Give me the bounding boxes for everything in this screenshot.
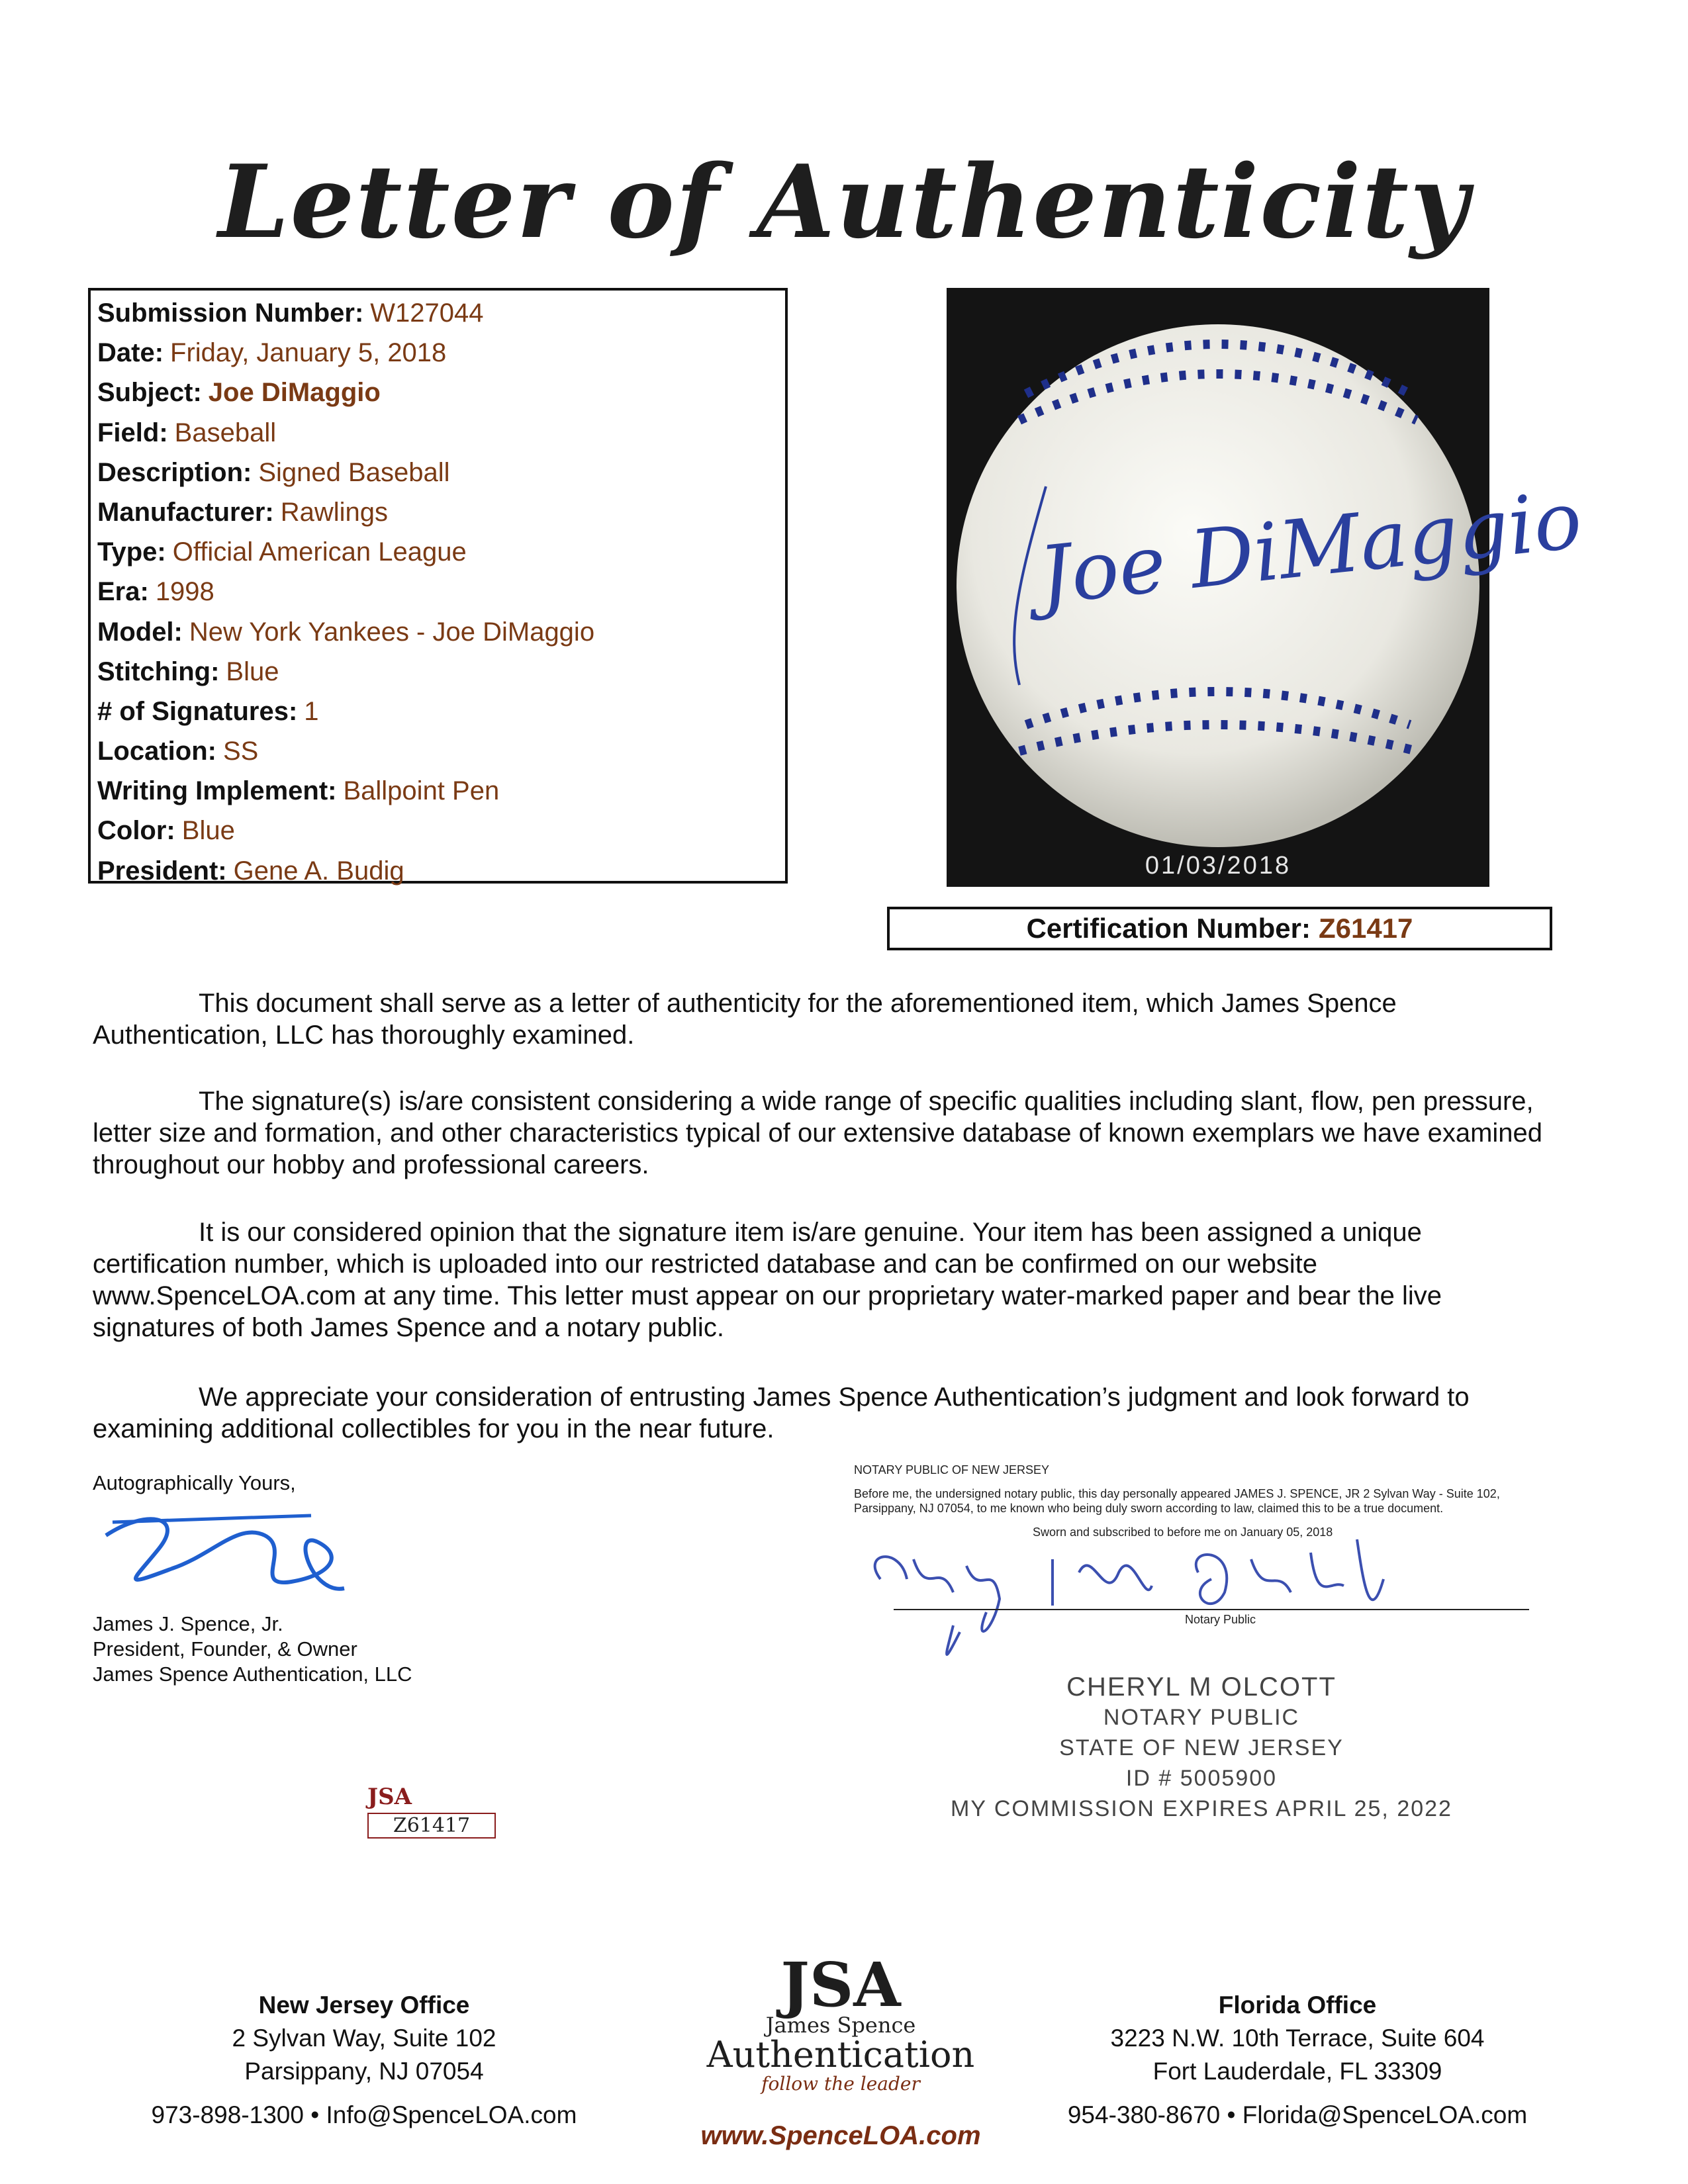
paragraph-appreciation: We appreciate your consideration of entrusting James Spence Authentication’s judgment and look forward to examining additional collectibles for you in the near future. [93,1383,1470,1443]
detail-label: Date: [97,338,164,368]
detail-row [97,692,778,731]
detail-value: Friday, January 5, 2018 [170,338,447,368]
detail-row [97,731,778,771]
detail-value: Blue [226,657,279,686]
detail-row [97,851,778,891]
paragraph-consistency: The signature(s) is/are consistent considering a wide range of specific qualities including slant, flow, pen pressure, letter size and formation, and other characteristics typical of our extensive database of known exemplars we have examined throughout our hobby and professional careers. [93,1087,1543,1179]
stamp-state: STATE OF NEW JERSEY [1059,1735,1344,1760]
signoff-block [93,1471,556,1687]
detail-value: SS [222,737,259,766]
detail-row [97,333,778,373]
notary-sworn: Sworn and subscribed to before me on January 05, 2018 [1033,1525,1333,1539]
notary-heading: NOTARY PUBLIC OF NEW JERSEY [854,1463,1050,1477]
detail-row [97,652,778,692]
detail-value: W127044 [370,298,484,328]
nj-office-address-2: Parsippany, NJ 07054 [244,2058,484,2085]
detail-row [97,492,778,532]
notary-signature [854,1520,1516,1665]
detail-value: Signed Baseball [258,457,450,487]
notary-stamp [854,1672,1549,1824]
detail-row [97,771,778,811]
detail-value: Blue [181,816,235,846]
spence-signature [93,1496,371,1608]
detail-row [97,811,778,850]
detail-row [97,612,778,652]
detail-row [97,293,778,333]
detail-row [97,572,778,612]
detail-label: President: [97,856,227,886]
logo-line1: James Spence [765,2013,916,2038]
signer-role: President, Founder, & Owner [93,1637,357,1661]
fl-office-address-1: 3223 N.W. 10th Terrace, Suite 604 [1110,2025,1485,2052]
detail-label: Manufacturer: [97,497,274,527]
detail-value: Rawlings [280,497,388,527]
logo-line2: Authentication [706,2034,975,2075]
detail-value: Joe DiMaggio [208,378,381,408]
stamp-name: CHERYL M OLCOTT [1066,1672,1336,1702]
certification-label: Certification Number: [1026,913,1311,944]
notary-line-label: Notary Public [1185,1613,1256,1626]
signoff-closing: Autographically Yours, [93,1471,296,1494]
nj-office-address-1: 2 Sylvan Way, Suite 102 [232,2025,496,2052]
certification-number: Z61417 [1318,913,1413,944]
stamp-title: NOTARY PUBLIC [1103,1705,1300,1730]
nj-office-block [99,1989,629,2132]
photo-date-stamp: 01/03/2018 [1145,852,1291,880]
nj-office-heading: New Jersey Office [258,1991,470,2019]
detail-row [97,453,778,492]
detail-label: # of Signatures: [97,696,298,726]
detail-value: 1 [304,696,319,726]
notary-block [854,1463,1549,1824]
detail-label: Field: [97,418,168,447]
fl-office-address-2: Fort Lauderdale, FL 33309 [1152,2058,1442,2085]
sticker-brand: JSA [367,1784,412,1810]
fl-office-block [1013,1989,1582,2132]
detail-value: Official American League [172,537,467,567]
detail-label: Submission Number: [97,298,364,328]
item-details-box [88,288,788,884]
logo-website[interactable]: www.SpenceLOA.com [700,2121,981,2150]
detail-value: Gene A. Budig [233,856,404,886]
detail-label: Stitching: [97,657,220,686]
detail-label: Location: [97,737,216,766]
fl-office-contact: 954-380-8670 • Florida@SpenceLOA.com [1067,2101,1528,2128]
detail-label: Type: [97,537,166,567]
detail-row [97,413,778,453]
detail-value: New York Yankees - Joe DiMaggio [189,617,595,647]
fl-office-heading: Florida Office [1218,1991,1377,2019]
sticker-number: Z61417 [367,1813,496,1839]
notary-signature-line [894,1609,1529,1610]
detail-value: 1998 [155,577,214,607]
signer-company: James Spence Authentication, LLC [93,1662,412,1686]
notary-statement: Before me, the undersigned notary public, this day personally appeared JAMES J. SPENCE, JR 2 Sylvan Way - Suite 102, Parsippany, NJ 07054, to me known who being duly sworn according to law, claimed this to be a true document. [854,1487,1500,1515]
letter-title: Letter of Authenticity [218,142,1470,261]
detail-label: Description: [97,457,252,487]
detail-value: Baseball [174,418,277,447]
stamp-id: ID # 5005900 [1125,1766,1278,1791]
detail-label: Subject: [97,378,202,408]
detail-label: Writing Implement: [97,776,337,806]
detail-row [97,532,778,572]
detail-value: Ballpoint Pen [343,776,500,806]
logo-tagline: follow the leader [761,2073,920,2095]
detail-label: Color: [97,816,175,846]
paragraph-intro: This document shall serve as a letter of authenticity for the aforementioned item, which James Spence Authentication, LLC has thoroughly examined. [93,989,1397,1050]
baseball-photo [947,288,1586,887]
baseball-image [947,288,1586,887]
signer-name: James J. Spence, Jr. [93,1612,283,1635]
detail-label: Era: [97,577,149,607]
paragraph-opinion: It is our considered opinion that the signature item is/are genuine. Your item has been assigned a unique certification number, which is uploaded into our restricted database and can be confirmed on our website www.SpenceLOA.com at any time. This letter must appear on our proprietary water-marked paper and bear the live signatures of both James Spence and a notary public. [93,1218,1442,1342]
nj-office-contact: 973-898-1300 • Info@SpenceLOA.com [151,2101,577,2128]
logo-mark: JSA [780,1949,901,2021]
ball-signature: Joe DiMaggio [1035,474,1586,623]
jsa-hologram-sticker [367,1784,510,1856]
detail-label: Model: [97,617,183,647]
stamp-expires: MY COMMISSION EXPIRES APRIL 25, 2022 [951,1796,1452,1821]
detail-row [97,373,778,412]
certification-number-box [887,907,1552,950]
